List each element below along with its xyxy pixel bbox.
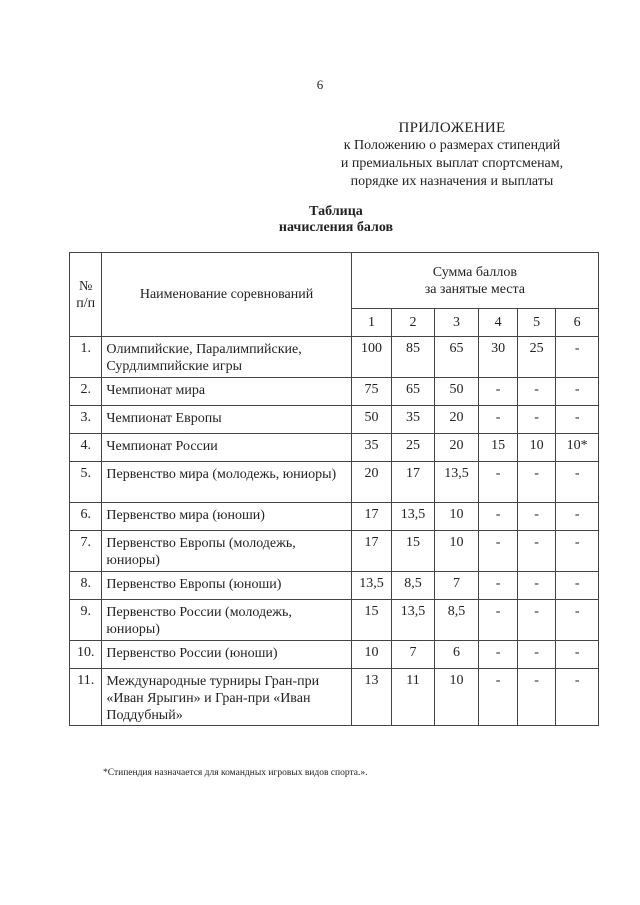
row-number: 10. (70, 641, 102, 669)
score-place-3: 8,5 (434, 600, 479, 641)
footnote: *Стипендия назначается для командных игровых видов спорта.». (103, 768, 368, 778)
score-place-5: - (517, 503, 556, 531)
table-row (70, 669, 599, 726)
score-place-1: 20 (351, 462, 392, 503)
score-place-6: - (556, 378, 599, 406)
score-place-4: - (479, 572, 518, 600)
place-header-2: 2 (392, 309, 435, 337)
table-row (70, 378, 599, 406)
row-number: 9. (70, 600, 102, 641)
table-row (70, 462, 599, 503)
competition-name: Первенство России (юноши) (102, 641, 351, 669)
table-row (70, 434, 599, 462)
score-place-4: - (479, 503, 518, 531)
row-number: 3. (70, 406, 102, 434)
row-number: 4. (70, 434, 102, 462)
score-place-6: - (556, 572, 599, 600)
score-place-1: 10 (351, 641, 392, 669)
page-number: 6 (316, 77, 324, 92)
header-sum (351, 253, 598, 309)
table-row (70, 503, 599, 531)
score-place-6: - (556, 503, 599, 531)
score-place-1: 17 (351, 531, 392, 572)
score-place-6: - (556, 337, 599, 378)
place-header-1: 1 (351, 309, 392, 337)
appendix-line-3: порядке их назначения и выплаты (350, 174, 554, 189)
score-place-2: 8,5 (392, 572, 435, 600)
score-place-2: 13,5 (392, 503, 435, 531)
score-place-6: - (556, 462, 599, 503)
row-number: 1. (70, 337, 102, 378)
score-place-3: 65 (434, 337, 479, 378)
score-place-2: 17 (392, 462, 435, 503)
row-number: 2. (70, 378, 102, 406)
score-place-3: 10 (434, 669, 479, 726)
competition-name: Чемпионат мира (102, 378, 351, 406)
score-place-1: 35 (351, 434, 392, 462)
table-title (0, 204, 640, 236)
score-place-6: - (556, 406, 599, 434)
score-place-5: - (517, 378, 556, 406)
row-number: 5. (70, 462, 102, 503)
score-place-5: 10 (517, 434, 556, 462)
row-number: 7. (70, 531, 102, 572)
appendix-header (320, 119, 584, 191)
score-place-4: - (479, 600, 518, 641)
score-place-6: - (556, 641, 599, 669)
header-name (102, 253, 351, 337)
score-place-5: - (517, 462, 556, 503)
score-place-4: - (479, 531, 518, 572)
score-place-4: - (479, 669, 518, 726)
competition-name: Первенство мира (молодежь, юниоры) (102, 462, 351, 503)
score-place-3: 10 (434, 531, 479, 572)
score-place-5: - (517, 600, 556, 641)
score-place-5: - (517, 406, 556, 434)
score-place-1: 75 (351, 378, 392, 406)
score-place-1: 13 (351, 669, 392, 726)
score-place-2: 35 (392, 406, 435, 434)
score-place-4: - (479, 378, 518, 406)
table-row (70, 337, 599, 378)
score-place-6: - (556, 600, 599, 641)
place-header-5: 5 (517, 309, 556, 337)
table-title-line-1: Таблица (309, 204, 363, 219)
score-place-4: - (479, 462, 518, 503)
score-place-2: 13,5 (392, 600, 435, 641)
score-place-4: - (479, 641, 518, 669)
row-number: 6. (70, 503, 102, 531)
score-place-3: 6 (434, 641, 479, 669)
table-row (70, 641, 599, 669)
appendix-line-1: к Положению о размерах стипендий (343, 138, 561, 153)
score-place-2: 15 (392, 531, 435, 572)
competition-name: Первенство Европы (молодежь, юниоры) (102, 531, 351, 572)
score-place-3: 7 (434, 572, 479, 600)
score-place-6: 10* (556, 434, 599, 462)
score-place-3: 50 (434, 378, 479, 406)
score-place-3: 20 (434, 406, 479, 434)
header-number (70, 253, 102, 337)
competition-name: Первенство России (молодежь, юниоры) (102, 600, 351, 641)
competition-name: Чемпионат Европы (102, 406, 351, 434)
score-place-1: 100 (351, 337, 392, 378)
header-sum-line-2: за занятые места (424, 281, 525, 297)
score-place-2: 7 (392, 641, 435, 669)
score-place-2: 11 (392, 669, 435, 726)
competition-name: Олимпийские, Паралимпийские, Сурдлимпийские игры (102, 337, 351, 378)
competition-name: Чемпионат России (102, 434, 351, 462)
score-place-2: 65 (392, 378, 435, 406)
row-number: 8. (70, 572, 102, 600)
score-place-4: 30 (479, 337, 518, 378)
score-place-6: - (556, 531, 599, 572)
score-place-5: - (517, 572, 556, 600)
appendix-heading: ПРИЛОЖЕНИЕ (398, 120, 506, 136)
score-place-1: 50 (351, 406, 392, 434)
table-row (70, 600, 599, 641)
score-place-2: 25 (392, 434, 435, 462)
score-place-5: - (517, 641, 556, 669)
row-number: 11. (70, 669, 102, 726)
table-row (70, 531, 599, 572)
competition-name: Международные турниры Гран-при «Иван Ярыгин» и Гран-при «Иван Поддубный» (102, 669, 351, 726)
header-number-label: № п/п (76, 278, 96, 311)
place-header-6: 6 (556, 309, 599, 337)
competition-name: Первенство мира (юноши) (102, 503, 351, 531)
score-place-1: 15 (351, 600, 392, 641)
score-place-5: 25 (517, 337, 556, 378)
header-sum-line-1: Сумма баллов (432, 264, 517, 280)
score-place-5: - (517, 531, 556, 572)
table-row (70, 572, 599, 600)
score-place-3: 13,5 (434, 462, 479, 503)
score-place-2: 85 (392, 337, 435, 378)
score-place-4: 15 (479, 434, 518, 462)
table-row (70, 406, 599, 434)
competition-name: Первенство Европы (юноши) (102, 572, 351, 600)
header-name-label: Наименование соревнований (139, 286, 314, 302)
appendix-line-2: и премиальных выплат спортсменам, (340, 156, 564, 171)
score-place-1: 13,5 (351, 572, 392, 600)
score-place-4: - (479, 406, 518, 434)
table-title-line-2: начисления балов (278, 220, 394, 235)
score-place-6: - (556, 669, 599, 726)
score-place-3: 10 (434, 503, 479, 531)
score-place-1: 17 (351, 503, 392, 531)
place-header-4: 4 (479, 309, 518, 337)
place-header-3: 3 (434, 309, 479, 337)
scores-table (69, 252, 599, 726)
score-place-3: 20 (434, 434, 479, 462)
score-place-5: - (517, 669, 556, 726)
